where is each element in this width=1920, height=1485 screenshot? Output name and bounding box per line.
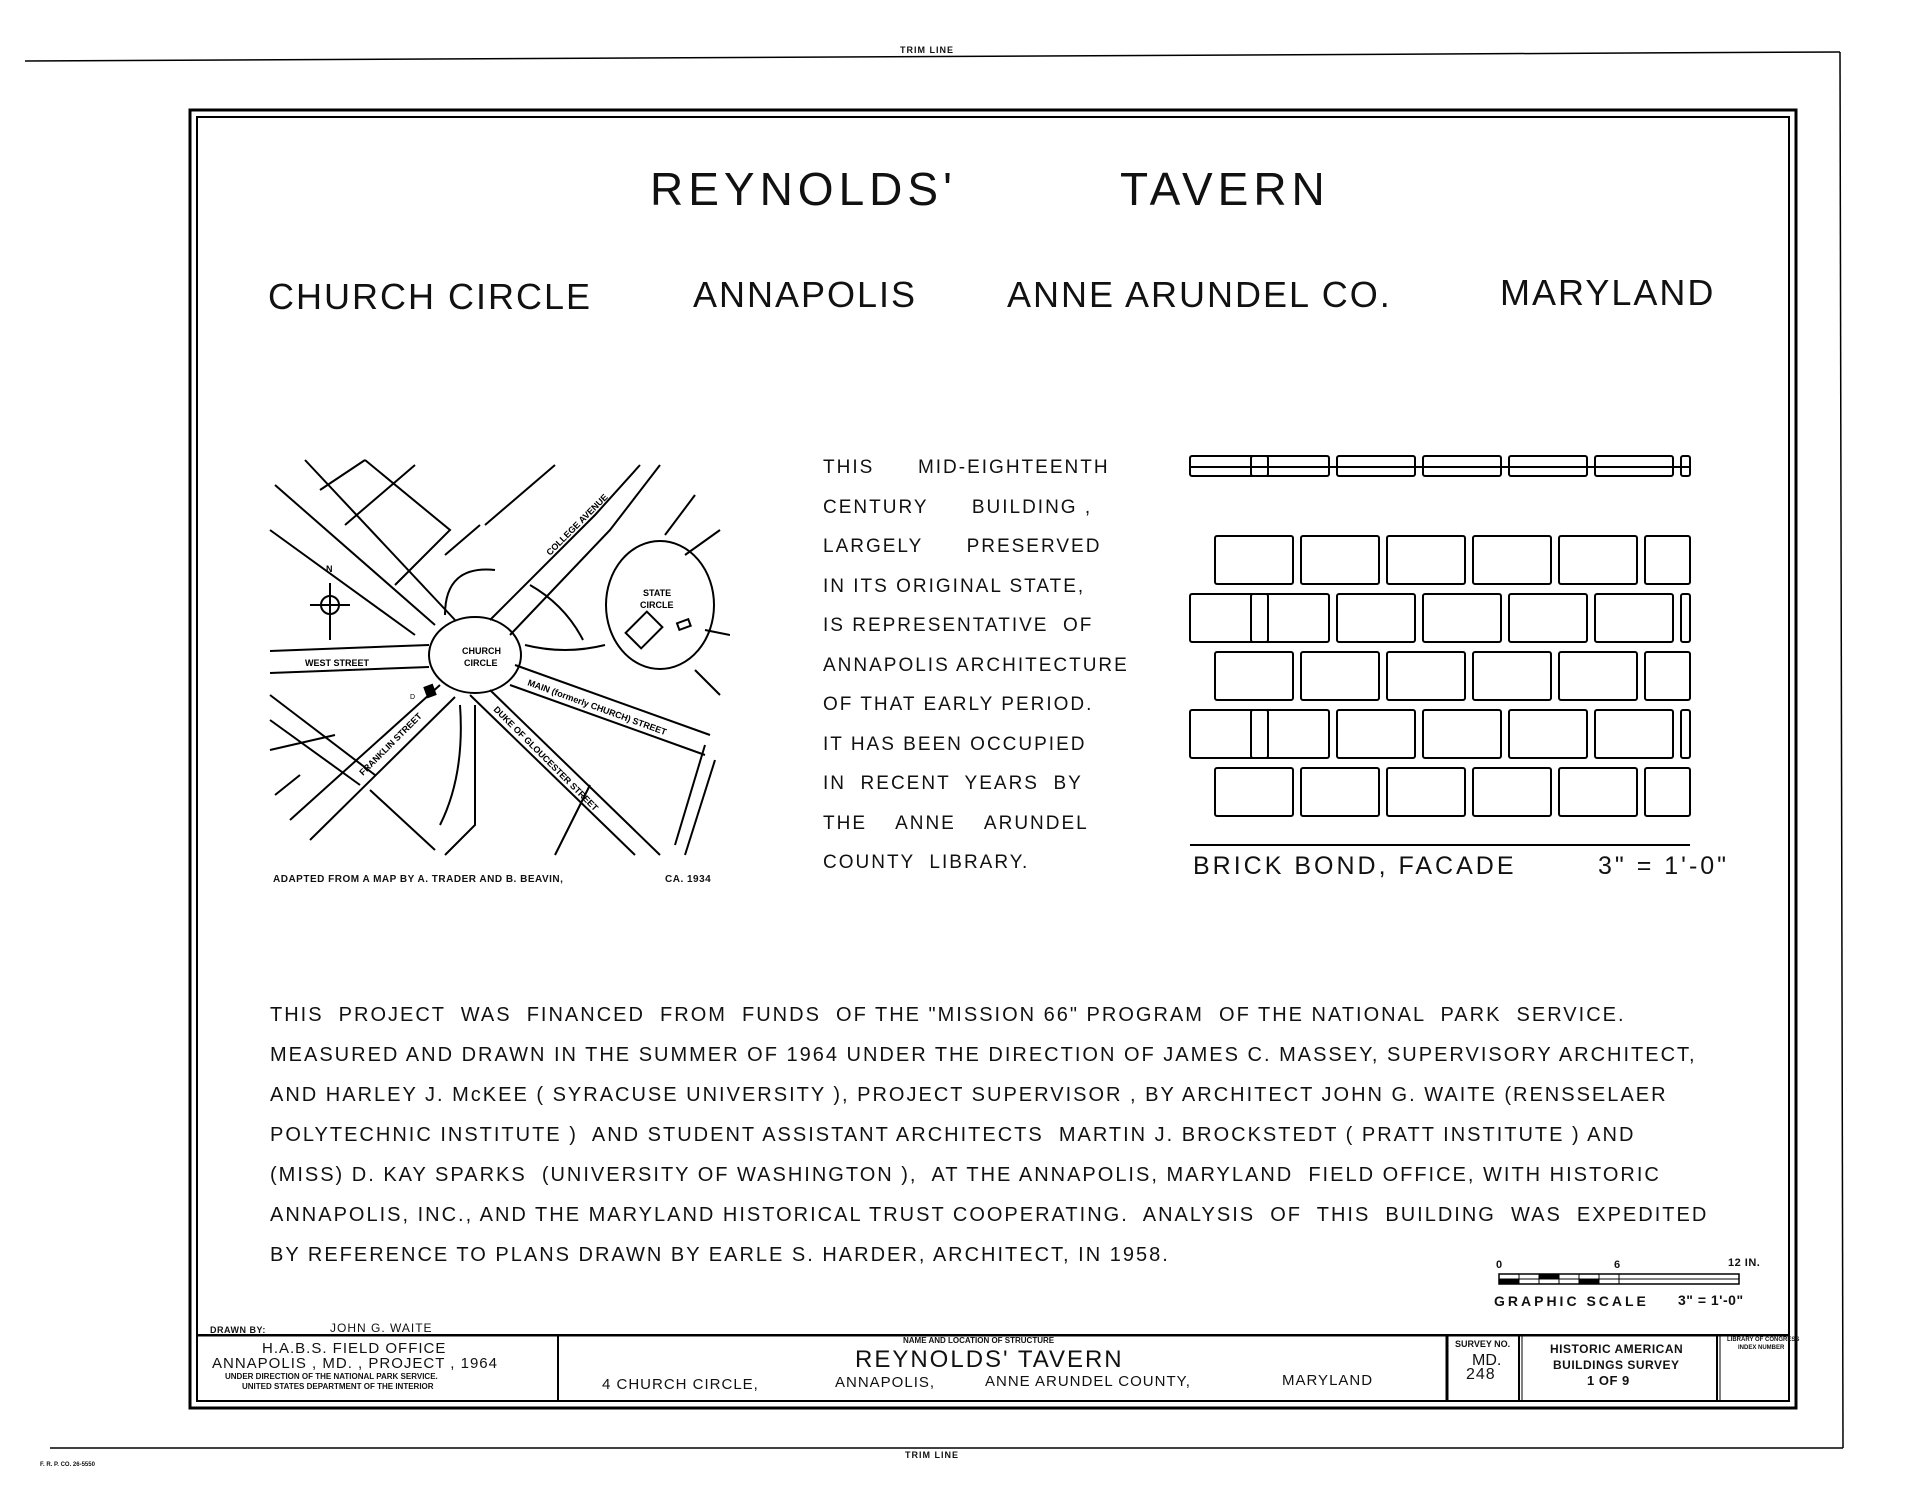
survey-number-label: SURVEY NO. (1455, 1339, 1511, 1349)
brick (1473, 536, 1551, 584)
map-caption: ADAPTED FROM A MAP BY A. TRADER AND B. BEAVIN, (273, 874, 564, 885)
brick (1301, 768, 1379, 816)
title-name: REYNOLDS' (650, 163, 957, 215)
brick (1215, 768, 1293, 816)
church-circle-label-1: CHURCH (462, 646, 501, 656)
project-credits: THIS PROJECT WAS FINANCED FROM FUNDS OF THE "MISSION 66" PROGRAM OF THE NATIONAL PARK SERVICE. MEASURED AND DRAWN IN THE SUMMER OF 1964 UNDER THE DIRECTION OF JAMES C. MASSEY, SUPERVISORY ARCHITECT, AND HARLEY J. McKEE ( SYRACUSE UNIVERSITY ), PROJECT SUPERVISOR , BY ARCHITECT JOHN G. WAITE (RENSSELAER POLYTECHNIC INSTITUTE ) AND STUDENT ASSISTANT ARCHITECTS MARTIN J. BROCKSTEDT ( PRATT INSTITUTE ) AND (MISS) D. KAY SPARKS (UNIVERSITY OF WASHINGTON ), AT THE ANNAPOLIS, MARYLAND FIELD OFFICE, WITH HISTORIC ANNAPOLIS, INC., AND THE MARYLAND HISTORICAL TRUST COOPERATING. ANALYSIS OF THIS BUILDING WAS EXPEDITED BY REFERENCE TO PLANS DRAWN BY EARLE S. HARDER, ARCHITECT, IN 1958. (270, 1004, 1709, 1266)
loc-label-1: LIBRARY OF CONGRESS (1727, 1337, 1800, 1343)
graphic-scale-ratio: 3" = 1'-0" (1678, 1292, 1744, 1308)
habs-office-line-2: ANNAPOLIS , MD. , PROJECT , 1964 (212, 1355, 498, 1372)
brick (1473, 768, 1551, 816)
brick (1559, 768, 1637, 816)
state-circle-label-2: CIRCLE (640, 600, 674, 610)
brick (1509, 710, 1587, 758)
brick (1645, 536, 1690, 584)
scale-end: 12 IN. (1728, 1257, 1761, 1269)
title-type: TAVERN (1120, 163, 1330, 215)
building-marker-label: D (410, 694, 416, 701)
map-caption-date: CA. 1934 (665, 874, 712, 885)
franklin-street-label: FRANKLIN STREET (357, 710, 424, 778)
survey-number-state: MD. (1472, 1352, 1502, 1369)
location-state: MARYLAND (1500, 272, 1716, 313)
brick (1473, 652, 1551, 700)
brick (1215, 652, 1293, 700)
brick (1301, 536, 1379, 584)
brick (1509, 594, 1587, 642)
survey-number: 248 (1466, 1366, 1496, 1383)
scale-zero: 0 (1496, 1259, 1503, 1271)
address-street: 4 CHURCH CIRCLE, (602, 1376, 759, 1393)
habs-office-line-3: UNDER DIRECTION OF THE NATIONAL PARK SERVICE. (225, 1372, 438, 1381)
loc-label-2: INDEX NUMBER (1738, 1345, 1785, 1351)
brick (1190, 594, 1268, 642)
brick (1190, 710, 1268, 758)
brick (1423, 594, 1501, 642)
brick-caption: BRICK BOND, FACADE (1193, 852, 1517, 880)
brick (1387, 536, 1465, 584)
college-avenue-label: COLLEGE AVENUE (544, 491, 610, 558)
vicinity-map (265, 455, 730, 865)
brick-scale: 3" = 1'-0" (1598, 852, 1730, 880)
church-circle-label-2: CIRCLE (464, 658, 498, 668)
building-description: THIS MID-EIGHTEENTH CENTURY BUILDING , LARGELY PRESERVED IN ITS ORIGINAL STATE, IS REPRESENTATIVE OF ANNAPOLIS ARCHITECTURE OF THAT EARLY PERIOD. IT HAS BEEN OCCUPIED IN RECENT YEARS BY THE ANNE ARUNDEL COUNTY LIBRARY. (823, 457, 1129, 873)
habs-office-line-4: UNITED STATES DEPARTMENT OF THE INTERIOR (242, 1382, 434, 1391)
brick-bond-drawing (1185, 450, 1695, 850)
west-street-label: WEST STREET (305, 658, 370, 668)
habs-office-line-1: H.A.B.S. FIELD OFFICE (262, 1340, 447, 1357)
duke-street-label: DUKE OF GLOUCESTER STREET (491, 704, 601, 813)
brick (1681, 710, 1690, 758)
brick (1387, 652, 1465, 700)
trim-line-top: TRIM LINE (900, 45, 954, 55)
location-city: ANNAPOLIS (693, 274, 918, 315)
brick (1215, 536, 1293, 584)
north-label: N (326, 564, 333, 574)
drawn-by-label: DRAWN BY: (210, 1325, 266, 1335)
brick (1423, 710, 1501, 758)
brick (1595, 710, 1673, 758)
name-location-label: NAME AND LOCATION OF STRUCTURE (903, 1336, 1055, 1345)
graphic-scale-label: GRAPHIC SCALE (1494, 1293, 1649, 1309)
brick (1645, 768, 1690, 816)
scale-mid: 6 (1614, 1259, 1621, 1271)
brick (1559, 652, 1637, 700)
main-street-label: MAIN (formerly CHURCH) STREET (526, 677, 668, 738)
habs-name-line-2: BUILDINGS SURVEY (1553, 1358, 1680, 1372)
brick (1251, 594, 1329, 642)
graphic-scale-bar (1498, 1272, 1742, 1288)
brick-rows (1190, 456, 1690, 816)
brick (1301, 652, 1379, 700)
drawn-by-name: JOHN G. WAITE (330, 1321, 433, 1335)
structure-name: REYNOLDS' TAVERN (855, 1346, 1124, 1373)
location-county: ANNE ARUNDEL CO. (1007, 274, 1392, 315)
brick (1595, 594, 1673, 642)
state-circle-label-1: STATE (643, 588, 672, 598)
brick (1559, 536, 1637, 584)
brick (1337, 594, 1415, 642)
brick (1251, 710, 1329, 758)
brick (1387, 768, 1465, 816)
brick (1681, 594, 1690, 642)
habs-name-line-1: HISTORIC AMERICAN (1550, 1342, 1684, 1356)
footer-code: F. R. P. CO. 26-5550 (40, 1462, 95, 1468)
address-county: ANNE ARUNDEL COUNTY, (985, 1373, 1191, 1390)
trim-line-bottom: TRIM LINE (905, 1450, 959, 1460)
address-city: ANNAPOLIS, (835, 1374, 936, 1391)
brick (1337, 710, 1415, 758)
sheet-number: 1 OF 9 (1587, 1373, 1630, 1388)
address-state: MARYLAND (1282, 1372, 1374, 1389)
brick (1645, 652, 1690, 700)
location-street: CHURCH CIRCLE (268, 276, 593, 317)
